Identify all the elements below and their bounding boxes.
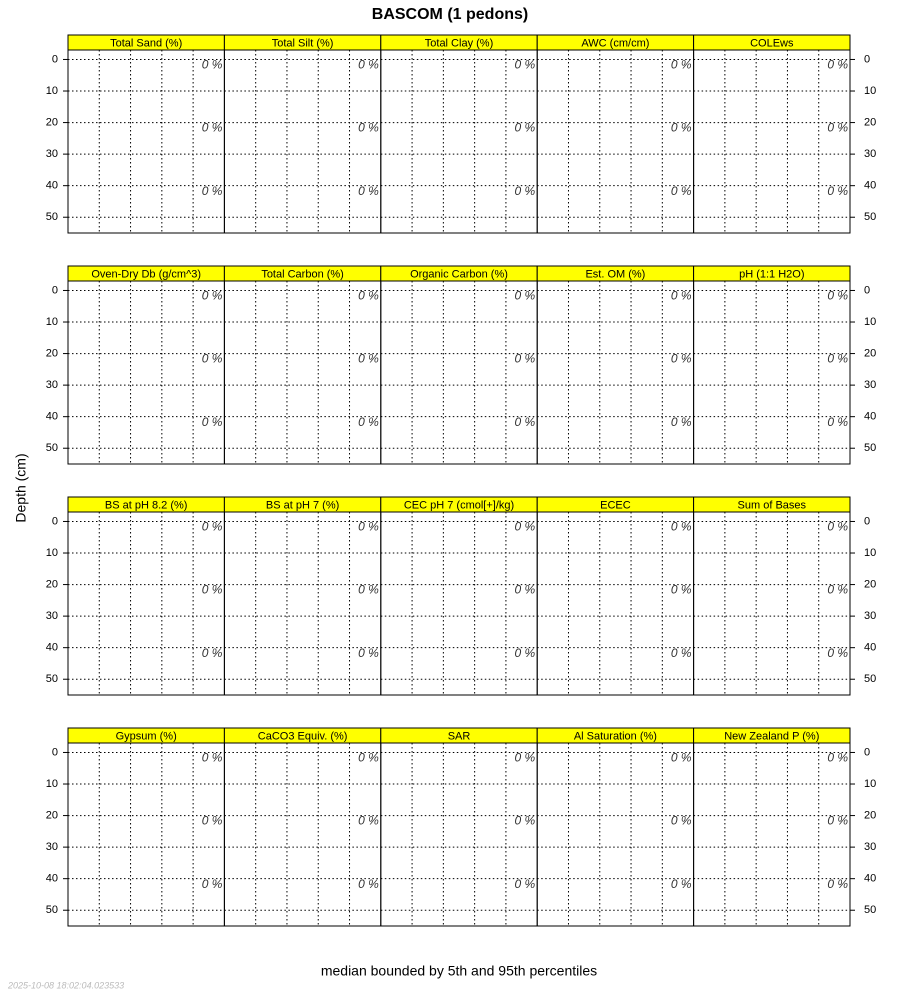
panel-border <box>537 50 693 233</box>
panel-annotation: 0 % <box>670 750 692 765</box>
panel-border <box>224 281 380 464</box>
y-tick-label-right: 40 <box>864 872 877 885</box>
panel-strip-label: Organic Carbon (%) <box>410 268 508 281</box>
y-tick-label-left: 50 <box>45 673 58 686</box>
panel-annotation: 0 % <box>670 57 692 72</box>
panel-annotation: 0 % <box>670 813 692 828</box>
panel-border <box>68 281 224 464</box>
panel-strip-label: CaCO3 Equiv. (%) <box>257 730 348 743</box>
panel-border <box>224 512 380 695</box>
panel-border <box>537 743 693 926</box>
panel-strip-label: New Zealand P (%) <box>724 730 820 743</box>
y-tick-label-left: 30 <box>45 148 58 161</box>
panel-strip-label: Oven-Dry Db (g/cm^3) <box>91 268 202 281</box>
y-tick-label-right: 30 <box>864 610 877 623</box>
panel-annotation: 0 % <box>201 813 223 828</box>
y-tick-label-right: 0 <box>864 53 871 66</box>
panel-annotation: 0 % <box>201 519 223 534</box>
y-tick-label-left: 0 <box>51 284 58 297</box>
y-tick-label-right: 30 <box>864 841 877 854</box>
y-tick-label-right: 20 <box>864 578 877 591</box>
y-tick-label-left: 30 <box>45 379 58 392</box>
panel-annotation: 0 % <box>358 183 379 198</box>
panel-annotation: 0 % <box>358 519 379 534</box>
panel-strip-label: Al Saturation (%) <box>573 730 657 743</box>
panel-annotation: 0 % <box>358 120 379 135</box>
panel-border <box>694 743 850 926</box>
panel-strip-label: COLEws <box>750 37 794 50</box>
panel-annotation: 0 % <box>358 582 379 597</box>
panel-border <box>224 50 380 233</box>
panel-annotation: 0 % <box>827 288 848 303</box>
panel-strip-label: BS at pH 7 (%) <box>265 499 340 512</box>
panel-annotation: 0 % <box>201 645 223 660</box>
panel-annotation: 0 % <box>358 57 379 72</box>
y-tick-label-left: 10 <box>45 546 58 559</box>
panel-annotation: 0 % <box>514 120 536 135</box>
panel-annotation: 0 % <box>827 519 848 534</box>
y-tick-label-right: 50 <box>864 211 877 224</box>
y-tick-label-right: 10 <box>864 315 877 328</box>
y-axis-label: Depth (cm) <box>12 453 29 523</box>
panel-strip-label: Total Clay (%) <box>424 37 494 50</box>
y-tick-label-right: 20 <box>864 809 877 822</box>
panel-annotation: 0 % <box>358 351 379 366</box>
panel-border <box>381 281 537 464</box>
panel-strip-label: ECEC <box>600 499 631 512</box>
panel-annotation: 0 % <box>514 750 536 765</box>
panel-strip-label: Gypsum (%) <box>115 730 177 743</box>
y-tick-label-right: 10 <box>864 546 877 559</box>
panel-annotation: 0 % <box>670 414 692 429</box>
panel-strip-label: pH (1:1 H2O) <box>739 268 805 281</box>
y-tick-label-right: 30 <box>864 148 877 161</box>
panel-annotation: 0 % <box>201 288 223 303</box>
y-tick-label-left: 20 <box>45 347 58 360</box>
panel-annotation: 0 % <box>358 813 379 828</box>
panel-annotation: 0 % <box>201 57 223 72</box>
panel-border <box>68 743 224 926</box>
panel-annotation: 0 % <box>514 183 536 198</box>
y-tick-label-left: 20 <box>45 116 58 129</box>
panel-annotation: 0 % <box>827 750 848 765</box>
panel-border <box>694 50 850 233</box>
y-tick-label-left: 40 <box>45 641 58 654</box>
y-tick-label-left: 50 <box>45 211 58 224</box>
timestamp: 2025-10-08 18:02:04.023533 <box>8 980 125 991</box>
panel-annotation: 0 % <box>670 582 692 597</box>
y-tick-label-right: 30 <box>864 379 877 392</box>
panel-annotation: 0 % <box>201 120 223 135</box>
panel-annotation: 0 % <box>827 414 848 429</box>
panel-annotation: 0 % <box>358 750 379 765</box>
y-tick-label-left: 20 <box>45 809 58 822</box>
panel-annotation: 0 % <box>514 582 536 597</box>
panel-annotation: 0 % <box>514 645 536 660</box>
panel-strip-label: SAR <box>447 730 471 743</box>
panel-annotation: 0 % <box>827 183 848 198</box>
panel-annotation: 0 % <box>201 414 223 429</box>
panel-annotation: 0 % <box>514 288 536 303</box>
y-tick-label-left: 10 <box>45 315 58 328</box>
panel-strip-label: Total Sand (%) <box>110 37 183 50</box>
y-tick-label-right: 40 <box>864 641 877 654</box>
panel-annotation: 0 % <box>514 414 536 429</box>
y-tick-label-right: 10 <box>864 84 877 97</box>
panel-annotation: 0 % <box>670 183 692 198</box>
panel-annotation: 0 % <box>827 582 848 597</box>
panel-annotation: 0 % <box>358 645 379 660</box>
panel-border <box>694 512 850 695</box>
panel-annotation: 0 % <box>827 57 848 72</box>
panel-annotation: 0 % <box>201 351 223 366</box>
panel-annotation: 0 % <box>670 876 692 891</box>
y-tick-label-left: 10 <box>45 777 58 790</box>
y-tick-label-left: 40 <box>45 872 58 885</box>
panel-border <box>381 743 537 926</box>
y-tick-label-left: 30 <box>45 610 58 623</box>
x-axis-label: median bounded by 5th and 95th percentiles <box>320 962 598 979</box>
y-tick-label-right: 50 <box>864 904 877 917</box>
panel-annotation: 0 % <box>827 813 848 828</box>
y-tick-label-right: 0 <box>864 746 871 759</box>
panel-border <box>694 281 850 464</box>
panel-annotation: 0 % <box>827 645 848 660</box>
panel-strip-label: CEC pH 7 (cmol[+]/kg) <box>403 499 515 512</box>
panel-strip-label: BS at pH 8.2 (%) <box>104 499 188 512</box>
y-tick-label-left: 50 <box>45 904 58 917</box>
panel-annotation: 0 % <box>670 645 692 660</box>
y-tick-label-right: 0 <box>864 515 871 528</box>
chart-title: BASCOM (1 pedons) <box>371 6 529 24</box>
panel-annotation: 0 % <box>201 750 223 765</box>
y-tick-label-left: 50 <box>45 442 58 455</box>
panel-strip-label: Sum of Bases <box>737 499 807 512</box>
y-tick-label-left: 30 <box>45 841 58 854</box>
panel-border <box>537 281 693 464</box>
y-tick-label-left: 40 <box>45 179 58 192</box>
panel-strip-label: Est. OM (%) <box>585 268 646 281</box>
panel-annotation: 0 % <box>514 351 536 366</box>
panel-annotation: 0 % <box>514 57 536 72</box>
panel-border <box>381 512 537 695</box>
panel-annotation: 0 % <box>827 351 848 366</box>
panel-border <box>381 50 537 233</box>
y-tick-label-left: 0 <box>51 515 58 528</box>
y-tick-label-left: 10 <box>45 84 58 97</box>
panel-annotation: 0 % <box>670 351 692 366</box>
y-tick-label-right: 50 <box>864 673 877 686</box>
y-tick-label-right: 20 <box>864 347 877 360</box>
y-tick-label-right: 40 <box>864 410 877 423</box>
y-tick-label-right: 50 <box>864 442 877 455</box>
y-tick-label-left: 40 <box>45 410 58 423</box>
panel-annotation: 0 % <box>670 519 692 534</box>
panel-annotation: 0 % <box>670 120 692 135</box>
panel-annotation: 0 % <box>514 519 536 534</box>
panel-annotation: 0 % <box>514 876 536 891</box>
panel-border <box>537 512 693 695</box>
panel-annotation: 0 % <box>358 288 379 303</box>
panel-border <box>68 512 224 695</box>
y-tick-label-left: 0 <box>51 746 58 759</box>
panel-strip-label: Total Carbon (%) <box>261 268 344 281</box>
y-tick-label-right: 40 <box>864 179 877 192</box>
panel-strip-label: Total Silt (%) <box>271 37 334 50</box>
panel-annotation: 0 % <box>201 183 223 198</box>
panel-annotation: 0 % <box>827 876 848 891</box>
panel-annotation: 0 % <box>670 288 692 303</box>
panel-annotation: 0 % <box>358 876 379 891</box>
y-tick-label-right: 0 <box>864 284 871 297</box>
y-tick-label-right: 10 <box>864 777 877 790</box>
panel-annotation: 0 % <box>514 813 536 828</box>
y-tick-label-right: 20 <box>864 116 877 129</box>
y-tick-label-left: 20 <box>45 578 58 591</box>
panel-border <box>68 50 224 233</box>
panel-annotation: 0 % <box>827 120 848 135</box>
panel-annotation: 0 % <box>201 876 223 891</box>
panel-border <box>224 743 380 926</box>
panel-annotation: 0 % <box>201 582 223 597</box>
y-tick-label-left: 0 <box>51 53 58 66</box>
panel-annotation: 0 % <box>358 414 379 429</box>
panel-strip-label: AWC (cm/cm) <box>581 37 650 50</box>
